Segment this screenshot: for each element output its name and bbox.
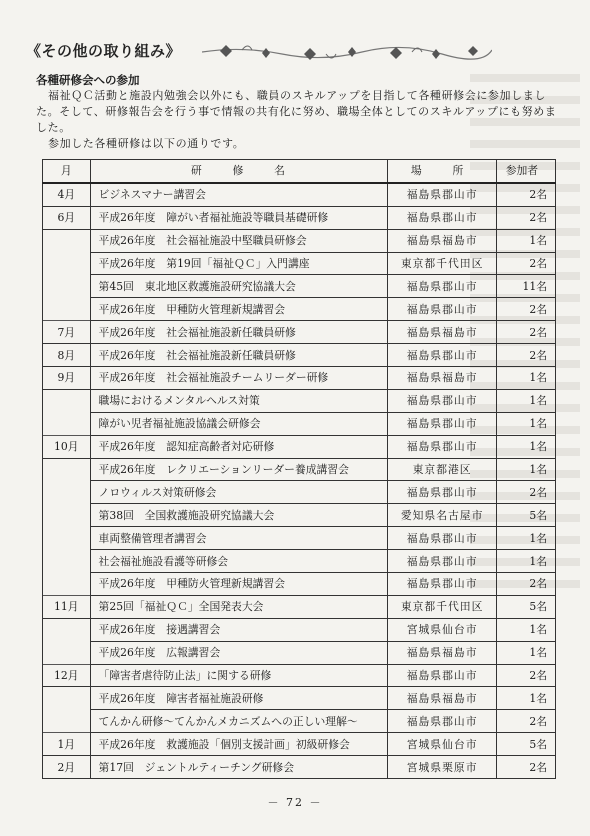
subsection-heading: 各種研修会への参加 [36, 73, 140, 87]
table-row [43, 573, 556, 596]
cell-place: 福島県郡山市 [388, 710, 496, 733]
cell-count: 1名 [496, 229, 555, 252]
cell-count: 2名 [496, 321, 555, 344]
cell-place: 東京都千代田区 [388, 595, 496, 618]
table-row [43, 664, 556, 687]
cell-month: 12月 [43, 664, 91, 687]
cell-month [43, 229, 91, 252]
table-row [43, 618, 556, 641]
cell-title: 平成26年度 障がい者福祉施設等職員基礎研修 [90, 206, 388, 229]
table-row [43, 504, 556, 527]
cell-count: 2名 [496, 206, 555, 229]
cell-place: 愛知県名古屋市 [388, 504, 496, 527]
header-title: 研 修 名 [90, 160, 388, 183]
cell-place: 福島県福島市 [388, 229, 496, 252]
cell-place: 福島県郡山市 [388, 298, 496, 321]
table-row [43, 367, 556, 390]
table-row [43, 389, 556, 412]
table-row [43, 252, 556, 275]
cell-count: 2名 [496, 573, 555, 596]
cell-place: 福島県郡山市 [388, 527, 496, 550]
cell-month: 7月 [43, 321, 91, 344]
table-row [43, 275, 556, 298]
cell-place: 福島県郡山市 [388, 206, 496, 229]
cell-title: てんかん研修～てんかんメカニズムへの正しい理解～ [90, 710, 388, 733]
cell-count: 1名 [496, 458, 555, 481]
cell-place: 福島県郡山市 [388, 435, 496, 458]
cell-title: 平成26年度 社会福祉施設新任職員研修 [90, 344, 388, 367]
cell-place: 福島県郡山市 [388, 664, 496, 687]
cell-place: 福島県郡山市 [388, 412, 496, 435]
cell-place: 福島県福島市 [388, 321, 496, 344]
cell-place: 宮城県仙台市 [388, 733, 496, 756]
cell-place: 福島県郡山市 [388, 183, 496, 206]
table-row [43, 412, 556, 435]
table-row [43, 687, 556, 710]
cell-title: 平成26年度 障害者福祉施設研修 [90, 687, 388, 710]
cell-title: 平成26年度 甲種防火管理新規講習会 [90, 573, 388, 596]
intro-paragraph: 参加した各種研修は以下の通りです。 [48, 137, 245, 150]
cell-month [43, 252, 91, 275]
cell-count: 2名 [496, 183, 555, 206]
cell-count: 2名 [496, 344, 555, 367]
cell-count: 1名 [496, 550, 555, 573]
cell-count: 2名 [496, 481, 555, 504]
cell-count: 2名 [496, 664, 555, 687]
cell-place: 福島県福島市 [388, 687, 496, 710]
cell-place: 福島県郡山市 [388, 275, 496, 298]
cell-place: 福島県福島市 [388, 367, 496, 390]
table-row [43, 344, 556, 367]
cell-month [43, 573, 91, 596]
header-month: 月 [43, 160, 91, 183]
cell-title: 平成26年度 レクリエーションリーダー養成講習会 [90, 458, 388, 481]
cell-title: 平成26年度 接遇講習会 [90, 618, 388, 641]
cell-month [43, 481, 91, 504]
cell-count: 1名 [496, 389, 555, 412]
cell-month [43, 687, 91, 710]
cell-month [43, 298, 91, 321]
cell-month: 2月 [43, 756, 91, 779]
cell-title: ビジネスマナー講習会 [90, 183, 388, 206]
cell-title: 社会福祉施設看護等研修会 [90, 550, 388, 573]
cell-place: 東京都千代田区 [388, 252, 496, 275]
header-place: 場 所 [388, 160, 496, 183]
decorative-vine-icon [202, 42, 492, 66]
cell-title: 平成26年度 甲種防火管理新規講習会 [90, 298, 388, 321]
cell-count: 11名 [496, 275, 555, 298]
cell-count: 2名 [496, 710, 555, 733]
cell-title: 第25回「福祉ＱＣ」全国発表大会 [90, 595, 388, 618]
cell-title: 第17回 ジェントルティーチング研修会 [90, 756, 388, 779]
cell-month [43, 710, 91, 733]
cell-title: 平成26年度 社会福祉施設チームリーダー研修 [90, 367, 388, 390]
cell-place: 宮城県仙台市 [388, 618, 496, 641]
cell-title: 平成26年度 広報講習会 [90, 641, 388, 664]
cell-count: 5名 [496, 733, 555, 756]
table-row [43, 481, 556, 504]
table-row [43, 206, 556, 229]
training-table [42, 159, 556, 779]
cell-title: 車両整備管理者講習会 [90, 527, 388, 550]
cell-title: 第45回 東北地区救護施設研究協議大会 [90, 275, 388, 298]
cell-place: 宮城県栗原市 [388, 756, 496, 779]
header-count: 参加者 [496, 160, 555, 183]
table-row [43, 435, 556, 458]
cell-month [43, 641, 91, 664]
table-row [43, 458, 556, 481]
cell-month [43, 618, 91, 641]
cell-title: 職場におけるメンタルヘルス対策 [90, 389, 388, 412]
table-row [43, 527, 556, 550]
cell-title: 「障害者虐待防止法」に関する研修 [90, 664, 388, 687]
cell-count: 5名 [496, 504, 555, 527]
cell-month [43, 275, 91, 298]
cell-count: 2名 [496, 298, 555, 321]
intro-paragraph: 福祉ＱＣ活動と施設内勉強会以外にも、職員のスキルアップを目指して各種研修会に参加しました。そして、研修報告会を行う事で情報の共有化に努め、職場全体としてのスキルアップにも努めました。 [36, 89, 557, 134]
cell-month: 9月 [43, 367, 91, 390]
table-header-row [43, 160, 556, 183]
intro-text [36, 88, 560, 152]
cell-count: 1名 [496, 618, 555, 641]
cell-month [43, 412, 91, 435]
cell-place: 福島県郡山市 [388, 389, 496, 412]
cell-count: 1名 [496, 641, 555, 664]
cell-month: 11月 [43, 595, 91, 618]
cell-title: 第38回 全国救護施設研究協議大会 [90, 504, 388, 527]
cell-title: ノロウィルス対策研修会 [90, 481, 388, 504]
cell-month: 1月 [43, 733, 91, 756]
cell-title: 平成26年度 社会福祉施設新任職員研修 [90, 321, 388, 344]
table-row [43, 595, 556, 618]
cell-count: 2名 [496, 252, 555, 275]
cell-place: 福島県郡山市 [388, 573, 496, 596]
table-row [43, 229, 556, 252]
cell-title: 平成26年度 認知症高齢者対応研修 [90, 435, 388, 458]
cell-place: 東京都港区 [388, 458, 496, 481]
cell-count: 1名 [496, 367, 555, 390]
cell-month [43, 527, 91, 550]
cell-title: 平成26年度 社会福祉施設中堅職員研修会 [90, 229, 388, 252]
cell-month: 8月 [43, 344, 91, 367]
page-number: － 72 － [267, 796, 323, 809]
table-row [43, 710, 556, 733]
cell-count: 5名 [496, 595, 555, 618]
cell-count: 2名 [496, 756, 555, 779]
cell-count: 1名 [496, 527, 555, 550]
table-row [43, 756, 556, 779]
table-row [43, 183, 556, 206]
cell-place: 福島県郡山市 [388, 550, 496, 573]
cell-month [43, 458, 91, 481]
section-heading-row [26, 40, 566, 64]
cell-month [43, 550, 91, 573]
cell-title: 障がい児者福祉施設協議会研修会 [90, 412, 388, 435]
table-row [43, 641, 556, 664]
cell-month [43, 504, 91, 527]
cell-month: 6月 [43, 206, 91, 229]
table-body [43, 183, 556, 779]
cell-count: 1名 [496, 412, 555, 435]
table-row [43, 550, 556, 573]
table-row [43, 733, 556, 756]
cell-count: 1名 [496, 687, 555, 710]
section-heading: 《その他の取り組み》 [26, 42, 182, 60]
cell-month: 4月 [43, 183, 91, 206]
table-row [43, 298, 556, 321]
cell-month: 10月 [43, 435, 91, 458]
cell-place: 福島県福島市 [388, 641, 496, 664]
cell-title: 平成26年度 救護施設「個別支援計画」初級研修会 [90, 733, 388, 756]
cell-count: 1名 [496, 435, 555, 458]
cell-month [43, 389, 91, 412]
cell-place: 福島県郡山市 [388, 344, 496, 367]
cell-title: 平成26年度 第19回「福祉ＱＣ」入門講座 [90, 252, 388, 275]
cell-place: 福島県郡山市 [388, 481, 496, 504]
table-row [43, 321, 556, 344]
